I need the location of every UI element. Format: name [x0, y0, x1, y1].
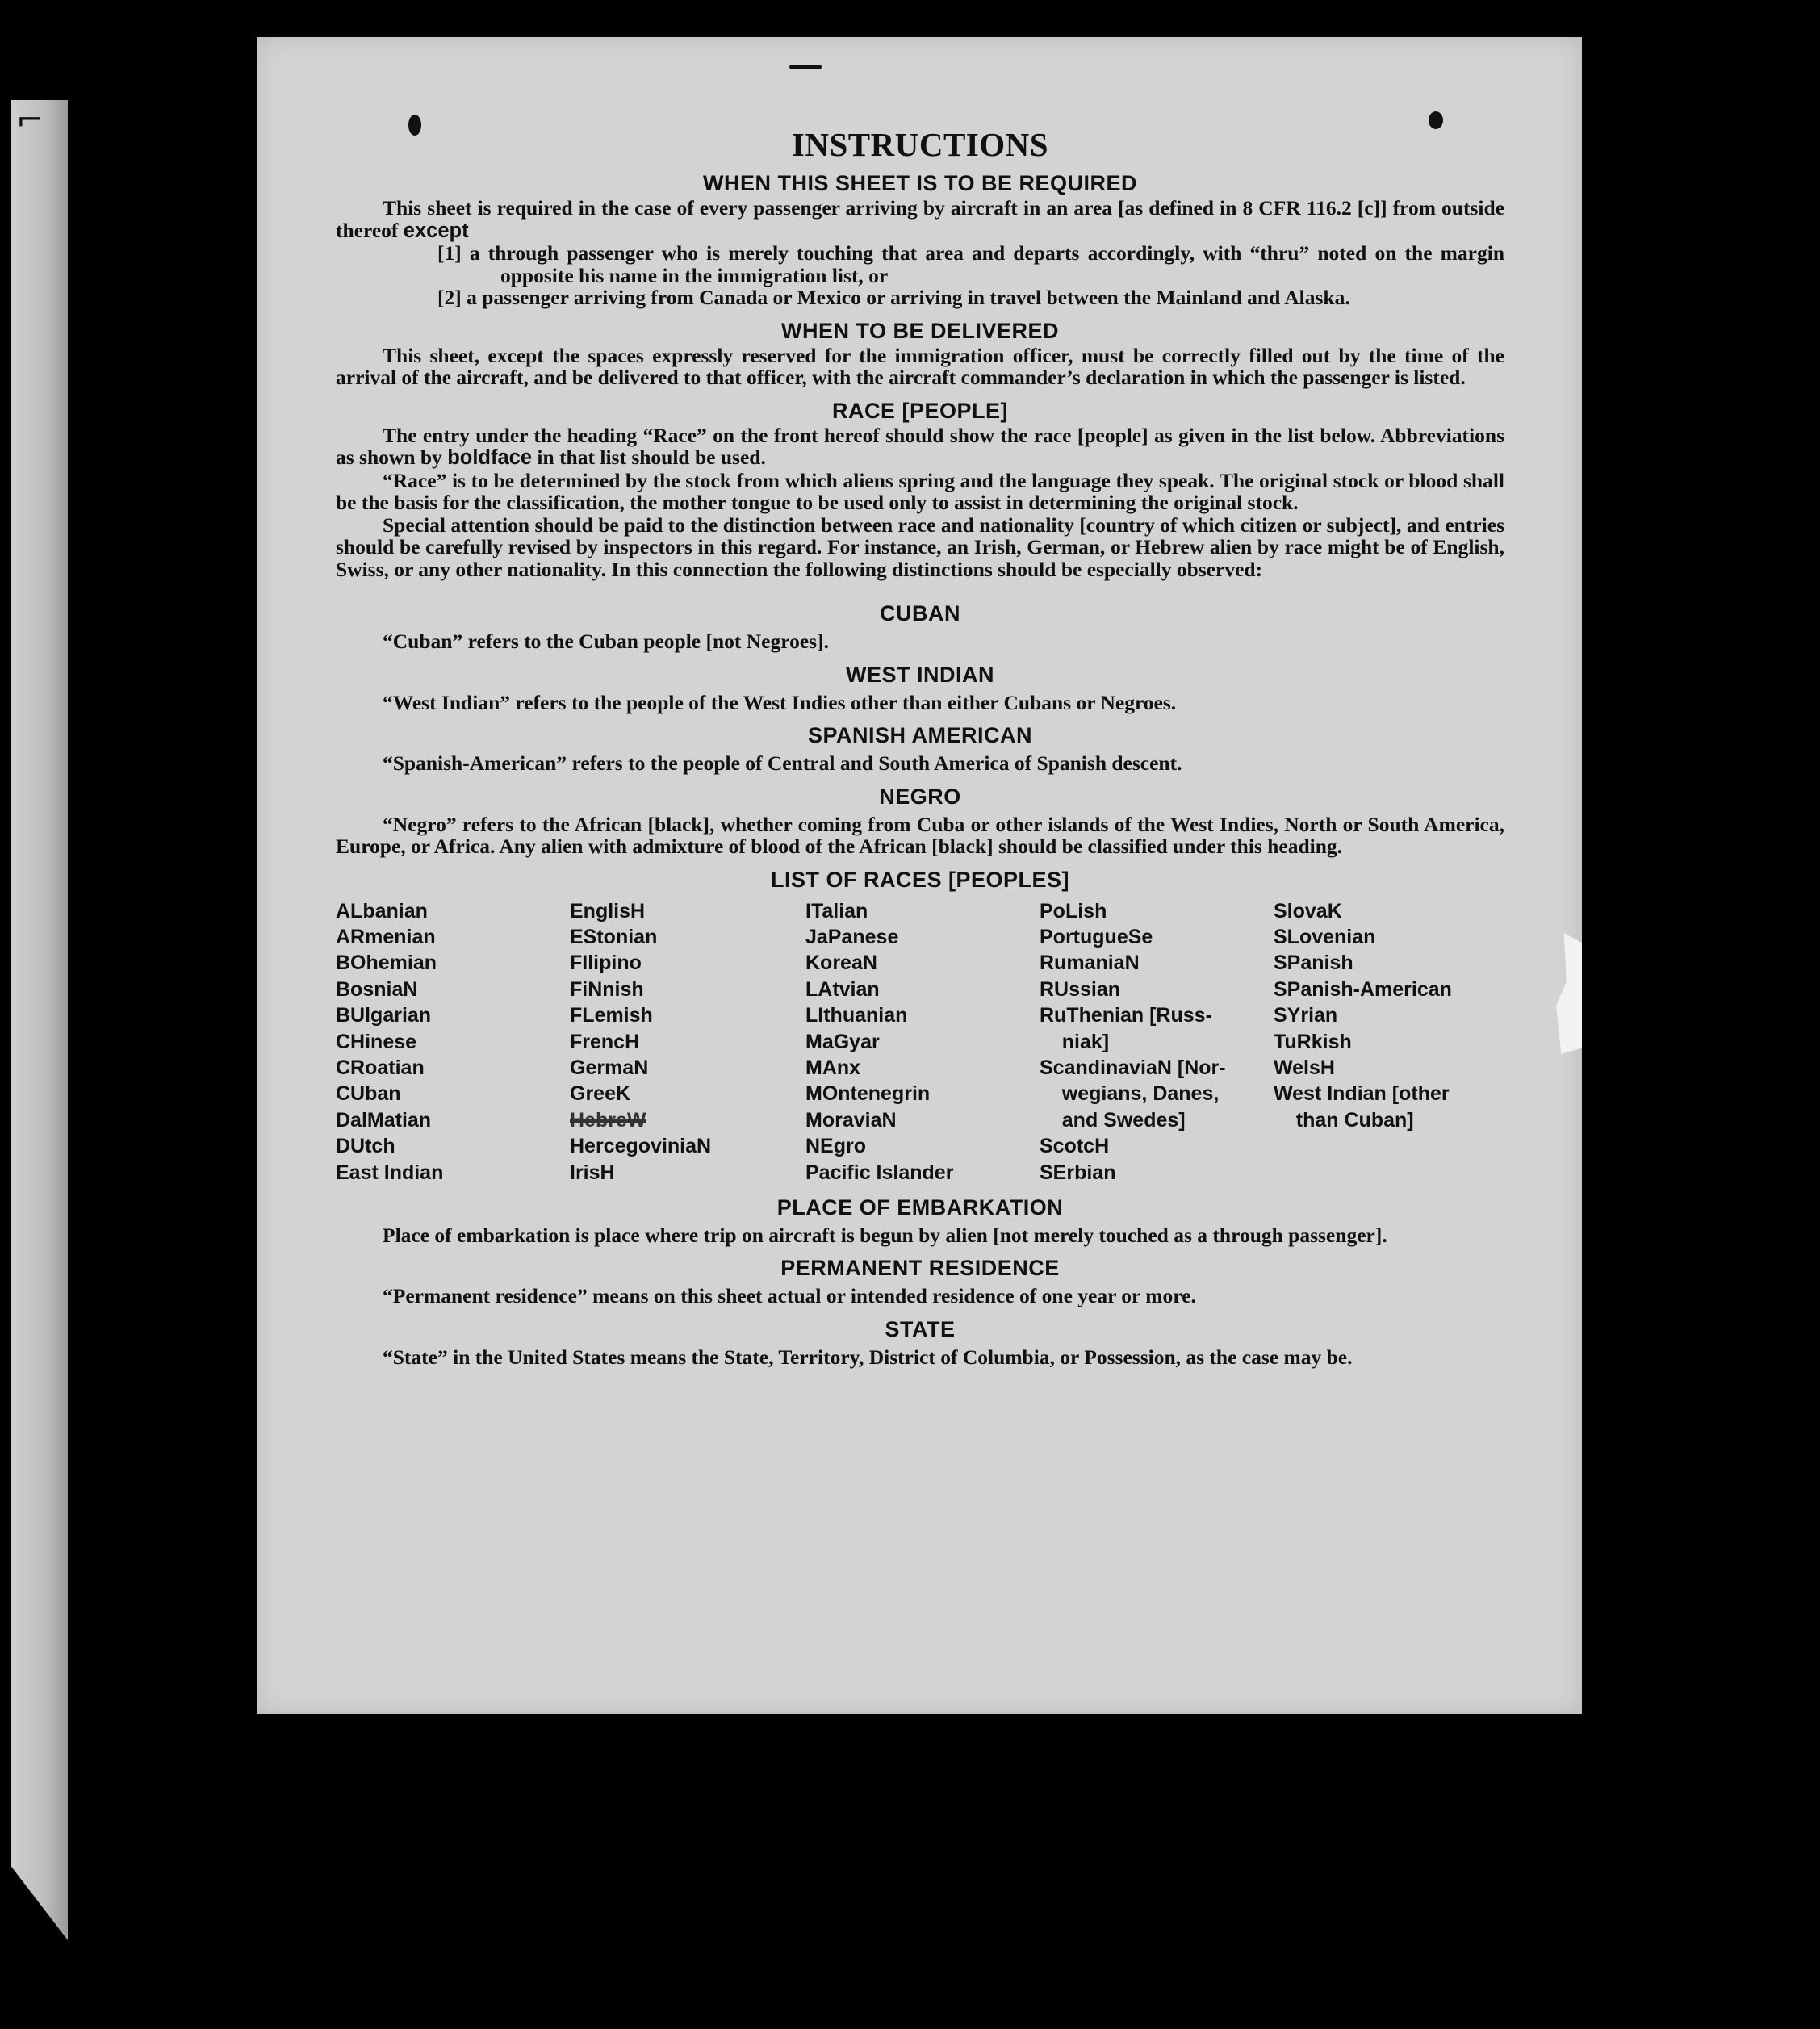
- heading-cuban: CUBAN: [880, 601, 960, 625]
- race-entry: MoraviaN: [805, 1108, 897, 1132]
- race-entry: SErbian: [1040, 1161, 1116, 1184]
- race-entry: EnglisH: [570, 899, 646, 922]
- document-page: [257, 37, 1582, 1714]
- race-entry-struck: HebreW: [570, 1108, 646, 1132]
- permanent-residence-text: “Permanent residence” means on this sheet actual or intended residence of one year or more.: [383, 1284, 1196, 1308]
- race-entry: PortugueSe: [1040, 925, 1153, 948]
- when-required-item-2: [2] a passenger arriving from Canada or Mexico or arriving in travel between the Mainland and Alaska.: [437, 286, 1350, 309]
- race-entry: NEgro: [805, 1135, 866, 1158]
- list-of-races: [336, 898, 1504, 1186]
- boldface-emphasis: boldface: [447, 446, 533, 469]
- races-column-1: [336, 898, 570, 1186]
- race-entry: ALbanian: [336, 899, 428, 922]
- race-entry: KoreaN: [805, 952, 877, 975]
- heading-list-of-races: LIST OF RACES [PEOPLES]: [770, 867, 1070, 892]
- race-entry: ITalian: [805, 899, 868, 922]
- cuban-text: “Cuban” refers to the Cuban people [not Negroes].: [383, 630, 829, 653]
- state-text: “State” in the United States means the State, Territory, District of Columbia, or Possession, as the case may be.: [383, 1345, 1353, 1369]
- negro-text: “Negro” refers to the African [black], whether coming from Cuba or other islands of the West Indies, North or South America, Europe, or Africa. Any alien with admixture of blood of the African [black] should be classified under this heading.: [336, 812, 1504, 858]
- embarkation-text: Place of embarkation is place where trip on aircraft is begun by alien [not merely touched as a through passenger].: [383, 1223, 1387, 1247]
- race-entry: SPanish-American: [1274, 977, 1452, 1001]
- except-emphasis: except: [403, 219, 469, 242]
- adjacent-page-edge: [11, 100, 68, 1940]
- race-entry: RuThenian [Russ- niak]: [1040, 1004, 1212, 1053]
- torn-edge: [1556, 933, 1582, 1054]
- heading-state: STATE: [885, 1316, 956, 1341]
- when-required-intro: This sheet is required in the case of every passenger arriving by aircraft in an area [as defined in 8 CFR 116.2 [c]] from outside thereof except: [336, 196, 1504, 242]
- heading-permanent-residence: PERMANENT RESIDENCE: [780, 1256, 1060, 1281]
- race-entry: RUssian: [1040, 977, 1121, 1001]
- races-column-5: [1274, 898, 1504, 1186]
- heading-embarkation: PLACE OF EMBARKATION: [776, 1194, 1064, 1219]
- when-required-item-1: [1] a through passenger who is merely touching that area and departs accordingly, with “thru” noted on the margin opposite his name in the immigration list, or: [437, 241, 1504, 287]
- heading-when-delivered: WHEN TO BE DELIVERED: [780, 318, 1060, 343]
- races-column-4: [1040, 898, 1274, 1186]
- race-entry: FrencH: [570, 1030, 640, 1053]
- race-entry: IrisH: [570, 1161, 615, 1184]
- race-entry: LIthuanian: [805, 1004, 908, 1027]
- race-paragraph-2: “Race” is to be determined by the stock from which aliens spring and the language they speak. The original stock or blood shall be the basis for the classification, the mother tongue to be used only to assist in determining the original stock.: [336, 468, 1504, 514]
- document-body: [336, 124, 1504, 1368]
- heading-west-indian: WEST INDIAN: [846, 662, 994, 687]
- heading-when-required: WHEN THIS SHEET IS TO BE REQUIRED: [702, 171, 1138, 195]
- races-column-3: [805, 898, 1040, 1186]
- race-entry: RumaniaN: [1040, 952, 1140, 975]
- race-entry: TuRkish: [1274, 1030, 1352, 1053]
- race-entry: SYrian: [1274, 1004, 1338, 1027]
- race-entry: HercegoviniaN: [570, 1135, 712, 1158]
- race-entry: SPanish: [1274, 952, 1353, 975]
- race-entry: GreeK: [570, 1082, 631, 1106]
- race-entry: DUtch: [336, 1135, 395, 1158]
- race-entry: FIlipino: [570, 952, 642, 975]
- race-entry: East Indian: [336, 1161, 444, 1184]
- margin-mark-icon: ⌐: [16, 102, 44, 139]
- race-entry: MaGyar: [805, 1030, 880, 1053]
- race-entry: MAnx: [805, 1056, 861, 1079]
- heading-negro: NEGRO: [879, 784, 961, 809]
- race-entry: ScandinaviaN [Nor- wegians, Danes, and Swedes]: [1040, 1056, 1226, 1132]
- when-delivered-text: This sheet, except the spaces expressly reserved for the immigration officer, must be correctly filled out by the time of the arrival of the aircraft, and be delivered to that officer, with the aircraft commander’s declaration in which the passenger is listed.: [336, 343, 1504, 389]
- race-entry: FLemish: [570, 1004, 653, 1027]
- race-entry: BOhemian: [336, 952, 437, 975]
- race-entry: SLovenian: [1274, 925, 1376, 948]
- race-entry: Pacific Islander: [805, 1161, 954, 1184]
- west-indian-text: “West Indian” refers to the people of the West Indies other than either Cubans or Negroes.: [383, 690, 1177, 714]
- race-entry: ScotcH: [1040, 1135, 1110, 1158]
- race-paragraph-3: Special attention should be paid to the distinction between race and nationality [country of which citizen or subject], and entries should be carefully revised by inspectors in this regard. For instance, an Irish, German, or Hebrew alien by race might be of English, Swiss, or any other nationality. In this connection the following distinctions should be especially observed:: [336, 512, 1504, 581]
- race-entry: WelsH: [1274, 1056, 1335, 1079]
- race-entry: DalMatian: [336, 1108, 432, 1132]
- race-entry: BUlgarian: [336, 1004, 432, 1027]
- race-entry: ARmenian: [336, 925, 436, 948]
- race-entry: PoLish: [1040, 899, 1107, 922]
- heading-race: RACE [PEOPLE]: [831, 398, 1009, 423]
- race-entry: CHinese: [336, 1030, 417, 1053]
- race-entry: FiNnish: [570, 977, 644, 1001]
- heading-spanish-american: SPANISH AMERICAN: [807, 723, 1032, 747]
- race-entry: CRoatian: [336, 1056, 425, 1079]
- race-entry: SlovaK: [1274, 899, 1342, 922]
- races-column-2: [570, 898, 805, 1186]
- spanish-american-text: “Spanish-American” refers to the people of Central and South America of Spanish descent.: [383, 751, 1182, 775]
- ink-speck: [789, 65, 822, 69]
- race-entry: JaPanese: [805, 925, 899, 948]
- document-title: INSTRUCTIONS: [791, 126, 1049, 163]
- race-entry: GermaN: [570, 1056, 649, 1079]
- race-entry: CUban: [336, 1082, 401, 1106]
- race-entry: West Indian [other than Cuban]: [1274, 1082, 1450, 1132]
- race-entry: MOntenegrin: [805, 1082, 931, 1106]
- race-entry: EStonian: [570, 925, 658, 948]
- race-paragraph-1: The entry under the heading “Race” on the front hereof should show the race [people] as given in the list below. Abbreviations as shown by boldface in that list should be used.: [336, 423, 1504, 469]
- race-entry: LAtvian: [805, 977, 880, 1001]
- race-entry: BosniaN: [336, 977, 418, 1001]
